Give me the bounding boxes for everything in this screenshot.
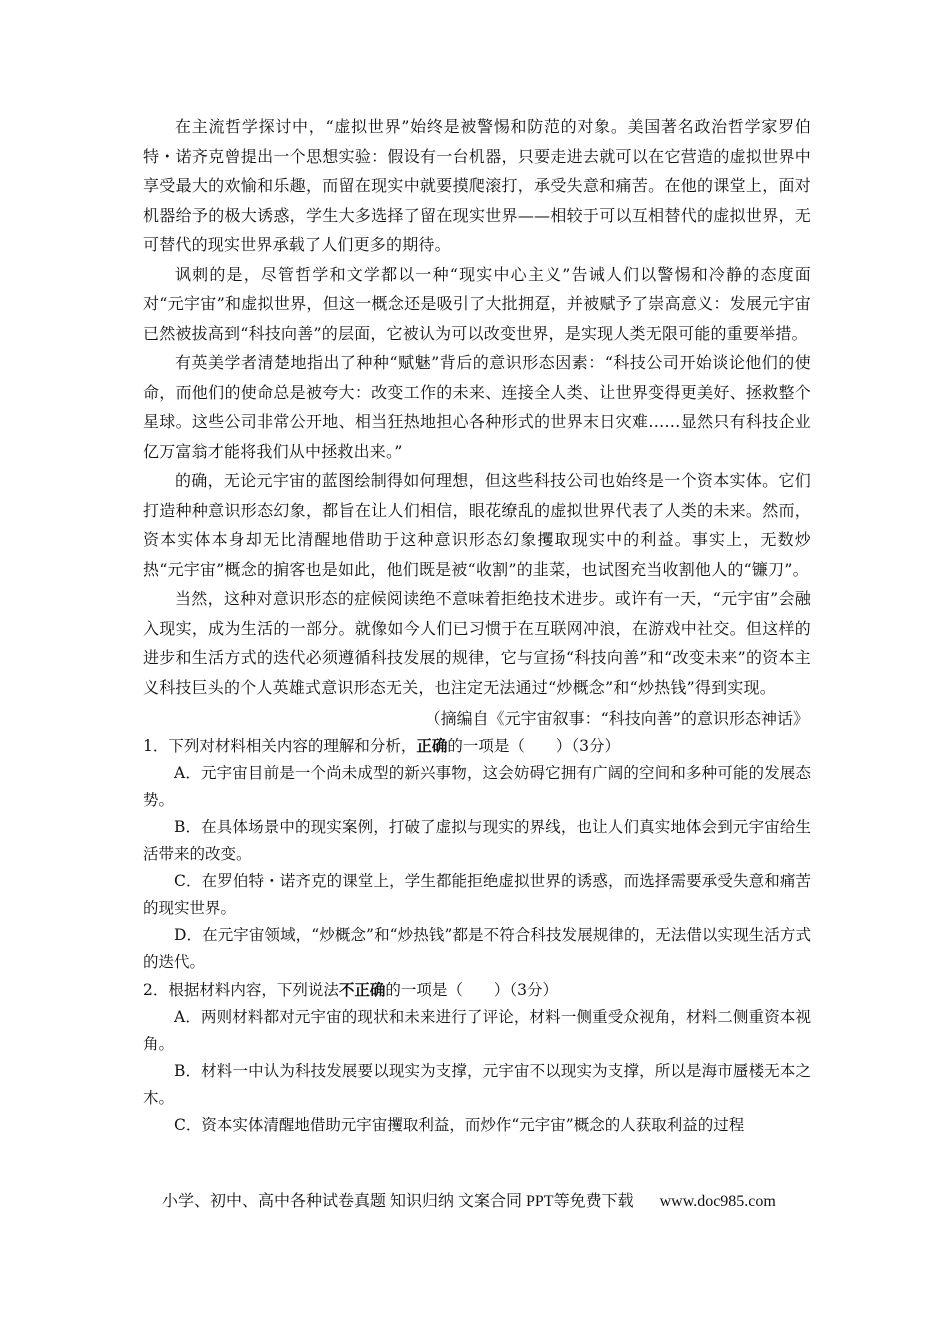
question-1 (143, 732, 811, 976)
question-1-stem (143, 732, 811, 760)
passage-paragraph-3: 有英美学者清楚地指出了种种“赋魅”背后的意识形态因素：“科技公司开始谈论他们的使命，而他们的使命总是被夸大：改变工作的未来、连接全人类、让世界变得更美好、拯救整个星球。这些公司非常公开地、相当狂热地担心各种形式的世界末日灾难……显然只有科技企业亿万富翁才能将我们从中拯救出来。” (143, 353, 811, 461)
question-1-option-a[interactable]: A．元宇宙目前是一个尚未成型的新兴事物，这会妨碍它拥有广阔的空间和多种可能的发展态势。 (143, 764, 811, 809)
question-2-stem (143, 976, 811, 1004)
question-2-keyword: 不正确 (338, 980, 386, 999)
question-2 (143, 976, 811, 1139)
question-1-option-d[interactable]: D．在元宇宙领域，“炒概念”和“炒热钱”都是不符合科技发展规律的，无法借以实现生活方式的迭代。 (143, 926, 811, 971)
question-1-option-b[interactable]: B．在具体场景中的现实案例，打破了虚拟与现实的界线，也让人们真实地体会到元宇宙给生活带来的改变。 (143, 818, 811, 863)
question-1-stem-lead: 1．下列对材料相关内容的理解和分析， (143, 737, 417, 755)
page-footer (162, 1191, 802, 1213)
question-2-stem-tail: 的一项是（ ）（3分） (385, 981, 559, 999)
question-1-keyword: 正确 (416, 736, 448, 755)
footer-url[interactable]: www.doc985.com (659, 1193, 776, 1210)
passage-paragraph-2: 讽刺的是，尽管哲学和文学都以一种“现实中心主义”告诫人们以警惕和冷静的态度面对“元宇宙”和虚拟世界，但这一概念还是吸引了大批拥趸，并被赋予了崇高意义：发展元宇宙已然被拔高到“科技向善”的层面，它被认为可以改变世界，是实现人类无限可能的重要举措。 (143, 264, 811, 343)
passage-paragraph-1: 在主流哲学探讨中，“虚拟世界”始终是被警惕和防范的对象。美国著名政治哲学家罗伯特・诺齐克曾提出一个思想实验：假设有一台机器，只要走进去就可以在它营造的虚拟世界中享受最大的欢愉和乐趣，而留在现实中就要摸爬滚打，承受失意和痛苦。在他的课堂上，面对机器给予的极大诱惑，学生大多选择了留在现实世界——相较于可以互相替代的虚拟世界，无可替代的现实世界承载了人们更多的期待。 (143, 117, 811, 254)
passage-source: （摘编自《元宇宙叙事：“科技向善”的意识形态神话》 (424, 709, 809, 728)
question-2-option-b[interactable]: B．材料一中认为科技发展要以现实为支撑，元宇宙不以现实为支撑，所以是海市蜃楼无本之木。 (143, 1062, 811, 1107)
question-2-option-c[interactable]: C．资本实体清醒地借助元宇宙攫取利益，而炒作“元宇宙”概念的人获取利益的过程 (174, 1116, 745, 1134)
footer-text: 小学、初中、高中各种试卷真题 知识归纳 文案合同 PPT等免费下载 (162, 1193, 634, 1210)
passage-paragraph-5: 当然，这种对意识形态的症候阅读绝不意味着拒绝技术进步。或许有一天，“元宇宙”会融入现实，成为生活的一部分。就像如今人们已习惯于在互联网冲浪，在游戏中社交。但这样的进步和生活方式的迭代必须遵循科技发展的规律，它与宣扬“科技向善”和“改变未来”的资本主义科技巨头的个人英雄式意识形态无关，也注定无法通过“炒概念”和“炒热钱”得到实现。 (143, 589, 811, 697)
question-1-option-c[interactable]: C．在罗伯特・诺齐克的课堂上，学生都能拒绝虚拟世界的诱惑，而选择需要承受失意和痛苦的现实世界。 (143, 872, 811, 917)
page-content (143, 112, 811, 1139)
question-1-stem-tail: 的一项是（ ）（3分） (447, 737, 621, 755)
question-2-option-a[interactable]: A．两则材料都对元宇宙的现状和未来进行了评论，材料一侧重受众视角，材料二侧重资本视角。 (143, 1008, 811, 1053)
question-2-stem-lead: 2．根据材料内容，下列说法 (143, 981, 339, 999)
passage-paragraph-4: 的确，无论元宇宙的蓝图绘制得如何理想，但这些科技公司也始终是一个资本实体。它们打造种种意识形态幻象，都旨在让人们相信，眼花缭乱的虚拟世界代表了人类的未来。然而，资本实体本身却无比清醒地借助于这种意识形态幻象攫取现实中的利益。事实上，无数炒热“元宇宙”概念的掮客也是如此，他们既是被“收割”的韭菜，也试图充当收割他人的“镰刀”。 (143, 471, 811, 579)
reading-passage (143, 112, 811, 702)
